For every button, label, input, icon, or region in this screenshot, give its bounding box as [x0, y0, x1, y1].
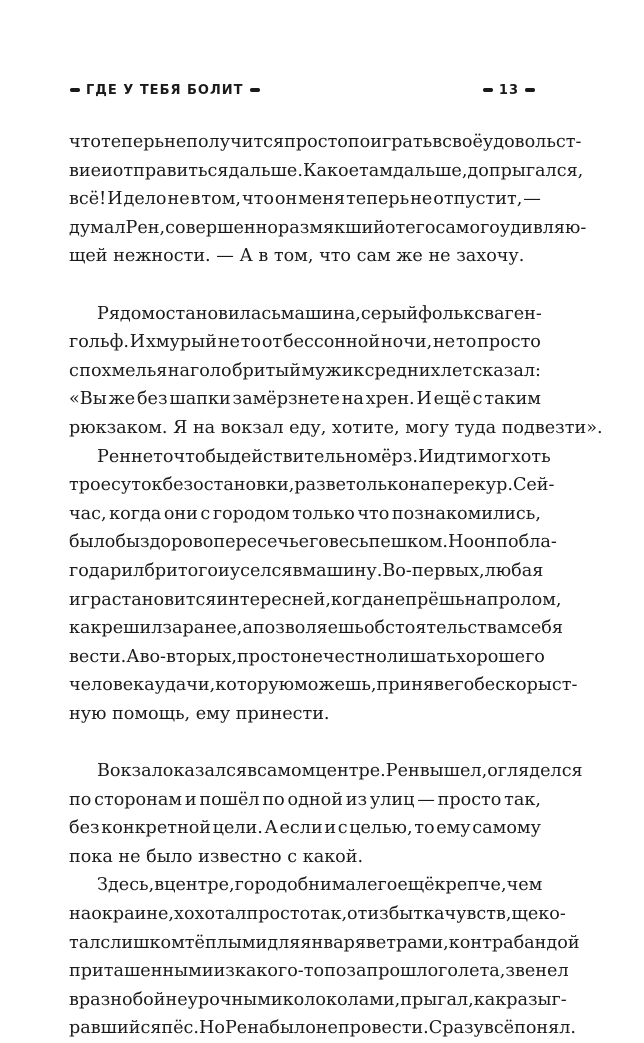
word: подвезти». — [501, 417, 603, 438]
word: конкретной — [101, 818, 212, 839]
word: ему — [195, 703, 231, 724]
word: пока — [69, 846, 113, 867]
word: трое — [69, 475, 111, 496]
word: И — [418, 446, 434, 467]
text-line — [69, 843, 541, 872]
word: не — [217, 332, 240, 353]
text-line — [69, 957, 569, 986]
word: было — [69, 532, 116, 553]
word: избытка — [367, 904, 445, 925]
word: мужик — [301, 360, 365, 381]
text-line — [69, 643, 545, 672]
word: перекур. — [430, 475, 513, 496]
word: только — [292, 503, 355, 524]
word: чтобы — [173, 446, 231, 467]
text-line — [69, 328, 541, 357]
word: хмурый — [145, 332, 217, 353]
word: ночи, — [380, 332, 433, 353]
word: вокзал — [220, 417, 284, 438]
word: приташенными — [69, 961, 214, 982]
word: позапрошлого — [324, 961, 458, 982]
text-line — [69, 700, 541, 729]
word: себя — [520, 618, 563, 639]
word: по — [69, 789, 92, 810]
dash-ornament-icon — [70, 88, 80, 92]
word: машину. — [302, 560, 383, 581]
word: — — [417, 789, 435, 810]
word: том, — [273, 246, 314, 267]
text-line — [69, 786, 541, 815]
word: не — [167, 189, 190, 210]
word: на — [341, 389, 364, 410]
word: вышел, — [419, 761, 488, 782]
word: он — [473, 532, 497, 553]
word: на — [69, 904, 92, 925]
word: удачи, — [154, 675, 216, 696]
text-line — [69, 871, 541, 900]
text-line — [69, 471, 555, 500]
word: хохотал — [174, 904, 247, 925]
text-line — [69, 128, 582, 157]
page-number-text: 13 — [498, 82, 519, 98]
word: туда — [454, 417, 497, 438]
text-line — [69, 185, 541, 214]
word: а — [242, 618, 253, 639]
word: прёшь — [405, 589, 465, 610]
text-line — [69, 586, 562, 615]
word: Какое — [302, 160, 360, 181]
text-line — [69, 814, 541, 843]
word: так, — [310, 904, 348, 925]
word: отправиться — [112, 160, 229, 181]
word: разыг- — [506, 989, 567, 1010]
word: игра — [69, 589, 112, 610]
word: дальше, — [392, 160, 468, 181]
text-line — [69, 500, 541, 529]
word: не — [315, 1018, 338, 1039]
text-line — [69, 557, 544, 586]
word: совершенно — [165, 217, 278, 238]
word: его — [367, 875, 398, 896]
text-line — [69, 929, 580, 958]
word: бескорыст- — [474, 675, 578, 696]
word: и — [184, 789, 197, 810]
word: без — [162, 475, 194, 496]
word: дело — [123, 189, 167, 210]
word: из — [213, 961, 235, 982]
word: обстоятельствам — [363, 618, 521, 639]
word: крепче, — [434, 875, 507, 896]
word: неурочными — [165, 989, 283, 1010]
word: оказался — [162, 761, 248, 782]
word: том, — [201, 189, 242, 210]
word: идти — [433, 446, 478, 467]
word: рюкзаком. — [69, 417, 168, 438]
word: город — [234, 875, 288, 896]
word: там — [359, 160, 393, 181]
word: он — [274, 189, 298, 210]
word: теперь — [346, 189, 410, 210]
text-line — [69, 986, 567, 1015]
running-title-text: ГДЕ У ТЕБЯ БОЛИТ — [86, 82, 244, 98]
text-line — [69, 900, 566, 929]
word: понял. — [514, 1018, 577, 1039]
word: бессонной — [283, 332, 381, 353]
word: было — [269, 1018, 316, 1039]
word: таким — [484, 389, 541, 410]
word: когда — [331, 589, 384, 610]
word: средних — [364, 360, 441, 381]
word: в — [190, 189, 201, 210]
word: час, — [69, 503, 107, 524]
word: равшийся — [69, 1018, 162, 1039]
word: Рен, — [125, 217, 166, 238]
text-line — [69, 614, 563, 643]
word: в — [258, 246, 269, 267]
word: обнимал — [287, 875, 368, 896]
word: весь — [328, 532, 369, 553]
word: ещё — [397, 875, 435, 896]
text-line — [69, 357, 541, 386]
word: вести. — [69, 646, 127, 667]
word: принести. — [235, 703, 330, 724]
word: здорово — [139, 532, 214, 553]
word: хоть — [510, 446, 551, 467]
word: которую — [215, 675, 295, 696]
text-line — [69, 757, 583, 786]
word: самому — [472, 818, 541, 839]
word: «Вы — [69, 389, 107, 410]
word: чем — [506, 875, 543, 896]
word: замёрзнете — [232, 389, 340, 410]
word: еду, — [289, 417, 327, 438]
body-text — [69, 128, 603, 1043]
word: что — [319, 246, 352, 267]
word: Я — [173, 417, 188, 438]
word: И — [129, 332, 146, 353]
word: А — [239, 246, 253, 267]
word: ещё — [433, 389, 471, 410]
word: пешком. — [368, 532, 449, 553]
word: тёплыми — [184, 932, 268, 953]
word: просто — [246, 904, 311, 925]
word: машина, — [280, 303, 361, 324]
word: самом — [256, 761, 316, 782]
word: интересней, — [216, 589, 332, 610]
word: всё — [483, 1018, 515, 1039]
word: шапки — [169, 389, 231, 410]
word: гольф. — [69, 332, 129, 353]
word: остановки, — [193, 475, 295, 496]
word: щеко- — [511, 904, 566, 925]
word: лета, — [457, 961, 506, 982]
word: не — [118, 846, 141, 867]
word: бритый — [231, 360, 301, 381]
word: просто — [284, 132, 348, 152]
word: могу — [405, 417, 450, 438]
word: с — [287, 846, 298, 867]
word: помощь, — [112, 703, 191, 724]
word: наголо — [167, 360, 232, 381]
word: Рен — [97, 446, 131, 467]
word: заранее, — [162, 618, 243, 639]
word: Вокзал — [97, 761, 163, 782]
text-line — [69, 242, 541, 271]
running-title — [64, 78, 266, 102]
word: самого — [435, 217, 500, 238]
word: нежности. — [113, 246, 211, 267]
word: что — [241, 189, 274, 210]
word: цели. — [212, 818, 263, 839]
word: в — [432, 132, 443, 152]
text-line — [69, 214, 587, 243]
word: известно — [198, 846, 282, 867]
word: и — [101, 160, 113, 181]
word: фольксваген- — [418, 303, 542, 324]
word: же — [396, 246, 423, 267]
word: если — [279, 818, 323, 839]
page-number — [477, 78, 541, 102]
word: действительно — [230, 446, 368, 467]
word: Но — [448, 532, 474, 553]
word: решил — [101, 618, 163, 639]
section-break — [69, 271, 541, 300]
word: меня — [298, 189, 346, 210]
word: И — [107, 189, 123, 210]
word: отпустит, — [433, 189, 523, 210]
word: на — [408, 475, 431, 496]
word: целью, — [349, 818, 413, 839]
word: побла- — [496, 532, 557, 553]
word: уселся — [229, 560, 293, 581]
word: с — [337, 818, 348, 839]
word: А — [126, 646, 140, 667]
word: бы — [115, 532, 140, 553]
word: поиграть — [347, 132, 433, 152]
word: всё! — [69, 189, 107, 210]
running-header — [64, 78, 541, 102]
word: И — [416, 389, 432, 410]
word: как — [69, 618, 102, 639]
word: Во-первых, — [382, 560, 485, 581]
word: теперь — [100, 132, 165, 152]
word: разве — [294, 475, 347, 496]
text-line — [69, 1014, 577, 1043]
word: сам — [356, 246, 391, 267]
word: его — [298, 532, 329, 553]
word: Рен — [385, 761, 420, 782]
word: не — [428, 246, 451, 267]
word: с — [200, 503, 211, 524]
word: остановилась — [155, 303, 281, 324]
word: и — [218, 560, 230, 581]
word: можешь, — [294, 675, 377, 696]
dash-ornament-icon — [250, 88, 260, 92]
word: колоколами, — [282, 989, 401, 1010]
text-line — [69, 385, 541, 414]
word: лишать — [386, 646, 456, 667]
dash-ornament-icon — [525, 88, 535, 92]
word: провести. — [337, 1018, 429, 1039]
word: тал — [69, 932, 101, 953]
word: только — [346, 475, 409, 496]
word: сторонам — [94, 789, 183, 810]
word: — — [216, 246, 234, 267]
word: без — [69, 818, 100, 839]
text-line — [69, 157, 584, 186]
word: они — [163, 503, 198, 524]
text-line — [69, 414, 603, 443]
word: не — [433, 332, 456, 353]
word: центре. — [315, 761, 386, 782]
text-line — [69, 671, 578, 700]
word: контрабандой — [448, 932, 580, 953]
word: то — [455, 332, 477, 353]
word: вразнобой — [69, 989, 166, 1010]
word: приняв — [376, 675, 444, 696]
word: ему — [436, 818, 471, 839]
word: удивляю- — [499, 217, 587, 238]
word: прыгал, — [400, 989, 474, 1010]
word: мёрз. — [367, 446, 418, 467]
word: своё — [442, 132, 483, 152]
word: то — [153, 446, 174, 467]
word: из — [345, 789, 368, 810]
word: щей — [69, 246, 108, 267]
word: с — [69, 360, 79, 381]
word: звенел — [505, 961, 569, 982]
word: ную — [69, 703, 107, 724]
word: познакомились, — [391, 503, 541, 524]
text-line — [69, 300, 541, 329]
text-line — [69, 443, 551, 472]
word: мог — [477, 446, 511, 467]
word: — — [523, 189, 541, 210]
word: в — [292, 560, 303, 581]
word: нечестно — [300, 646, 387, 667]
word: любая — [484, 560, 544, 581]
word: Сразу — [428, 1018, 484, 1039]
word: и — [324, 818, 337, 839]
word: на — [192, 417, 216, 438]
word: не — [164, 132, 187, 152]
word: ветрами, — [365, 932, 449, 953]
word: Рена — [224, 1018, 270, 1039]
word: бритого — [144, 560, 219, 581]
word: суток — [111, 475, 163, 496]
word: пошёл — [199, 789, 260, 810]
word: просто — [237, 646, 301, 667]
word: не — [383, 589, 406, 610]
word: от — [347, 904, 368, 925]
word: так, — [504, 789, 541, 810]
word: городом — [212, 503, 290, 524]
word: что — [357, 503, 390, 524]
word: окраине, — [91, 904, 175, 925]
word: хорошего — [455, 646, 545, 667]
word: просто — [477, 332, 541, 353]
section-break — [69, 728, 541, 757]
word: думал — [69, 217, 126, 238]
word: от — [261, 332, 283, 353]
word: в — [247, 761, 257, 782]
word: для — [267, 932, 301, 953]
word: удовольст- — [482, 132, 582, 152]
word: захочу. — [456, 246, 525, 267]
word: же — [108, 389, 136, 410]
word: Но — [199, 1018, 225, 1039]
word: слишком — [100, 932, 185, 953]
word: от — [384, 217, 406, 238]
word: центре, — [164, 875, 235, 896]
word: хотите, — [331, 417, 400, 438]
word: дальше. — [228, 160, 303, 181]
word: просто — [437, 789, 502, 810]
word: в — [154, 875, 165, 896]
word: Сей- — [512, 475, 555, 496]
word: годарил — [69, 560, 145, 581]
word: не — [410, 189, 433, 210]
word: пёс. — [161, 1018, 200, 1039]
word: лет — [440, 360, 473, 381]
word: похмелья — [79, 360, 168, 381]
word: какой. — [302, 846, 364, 867]
word: что — [69, 132, 101, 152]
word: какого-то — [234, 961, 325, 982]
word: его — [405, 217, 436, 238]
word: одной — [287, 789, 343, 810]
word: не — [130, 446, 154, 467]
word: по — [262, 789, 285, 810]
word: Рядом — [97, 303, 156, 324]
word: сказал: — [472, 360, 541, 381]
word: января — [300, 932, 366, 953]
word: во-вторых, — [139, 646, 238, 667]
word: позволяешь — [252, 618, 364, 639]
dash-ornament-icon — [483, 88, 493, 92]
word: его — [443, 675, 475, 696]
word: без — [136, 389, 168, 410]
word: серый — [360, 303, 419, 324]
word: размякший — [277, 217, 385, 238]
word: пересечь — [213, 532, 299, 553]
word: вие — [69, 160, 102, 181]
word: допрыгался, — [467, 160, 584, 181]
word: Здесь, — [97, 875, 155, 896]
word: напролом, — [464, 589, 562, 610]
word: как — [473, 989, 507, 1010]
word: чувств, — [444, 904, 512, 925]
word: улиц — [369, 789, 415, 810]
word: то — [240, 332, 262, 353]
word: А — [264, 818, 278, 839]
word: то — [414, 818, 435, 839]
word: было — [146, 846, 193, 867]
word: когда — [109, 503, 162, 524]
word: получится — [186, 132, 285, 152]
word: хрен. — [365, 389, 415, 410]
text-line — [69, 528, 557, 557]
word: огляделся — [487, 761, 583, 782]
word: человека — [69, 675, 155, 696]
word: с — [472, 389, 483, 410]
word: становится — [111, 589, 217, 610]
